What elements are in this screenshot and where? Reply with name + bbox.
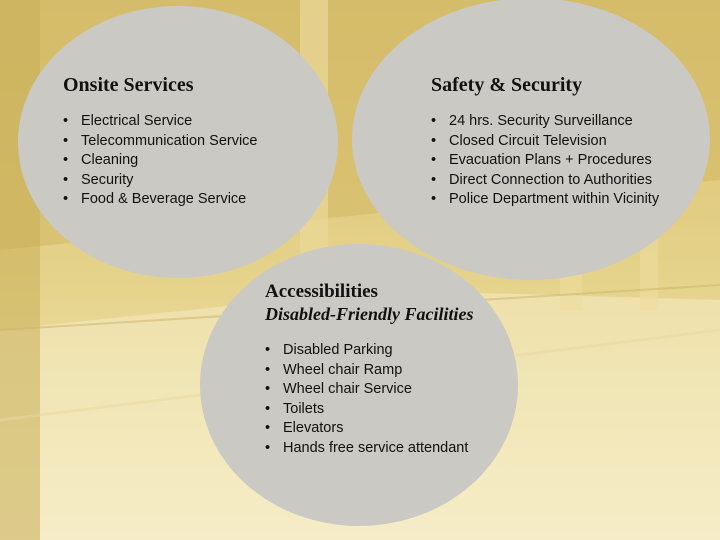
list-item: • Disabled Parking bbox=[265, 341, 468, 361]
list-item: • Closed Circuit Television bbox=[431, 132, 659, 152]
list-item: • Elevators bbox=[265, 419, 468, 439]
list-item: • Cleaning bbox=[63, 151, 258, 171]
accessibilities-title: Accessibilities bbox=[265, 281, 378, 302]
list-item: • Evacuation Plans + Procedures bbox=[431, 151, 659, 171]
accessibilities-list bbox=[265, 341, 468, 458]
list-item: • Hands free service attendant bbox=[265, 439, 468, 459]
list-item: • 24 hrs. Security Surveillance bbox=[431, 112, 659, 132]
onsite-services-list bbox=[63, 112, 258, 210]
list-item: • Direct Connection to Authorities bbox=[431, 171, 659, 191]
list-item: • Food & Beverage Service bbox=[63, 190, 258, 210]
safety-security-list bbox=[431, 112, 659, 210]
list-item: • Wheel chair Service bbox=[265, 380, 468, 400]
onsite-services-title: Onsite Services bbox=[63, 74, 194, 96]
list-item: • Telecommunication Service bbox=[63, 132, 258, 152]
list-item: • Security bbox=[63, 171, 258, 191]
list-item: • Toilets bbox=[265, 400, 468, 420]
accessibilities-subtitle: Disabled-Friendly Facilities bbox=[265, 304, 474, 324]
list-item: • Wheel chair Ramp bbox=[265, 361, 468, 381]
list-item: • Police Department within Vicinity bbox=[431, 190, 659, 210]
safety-security-title: Safety & Security bbox=[431, 74, 583, 96]
list-item: • Electrical Service bbox=[63, 112, 258, 132]
